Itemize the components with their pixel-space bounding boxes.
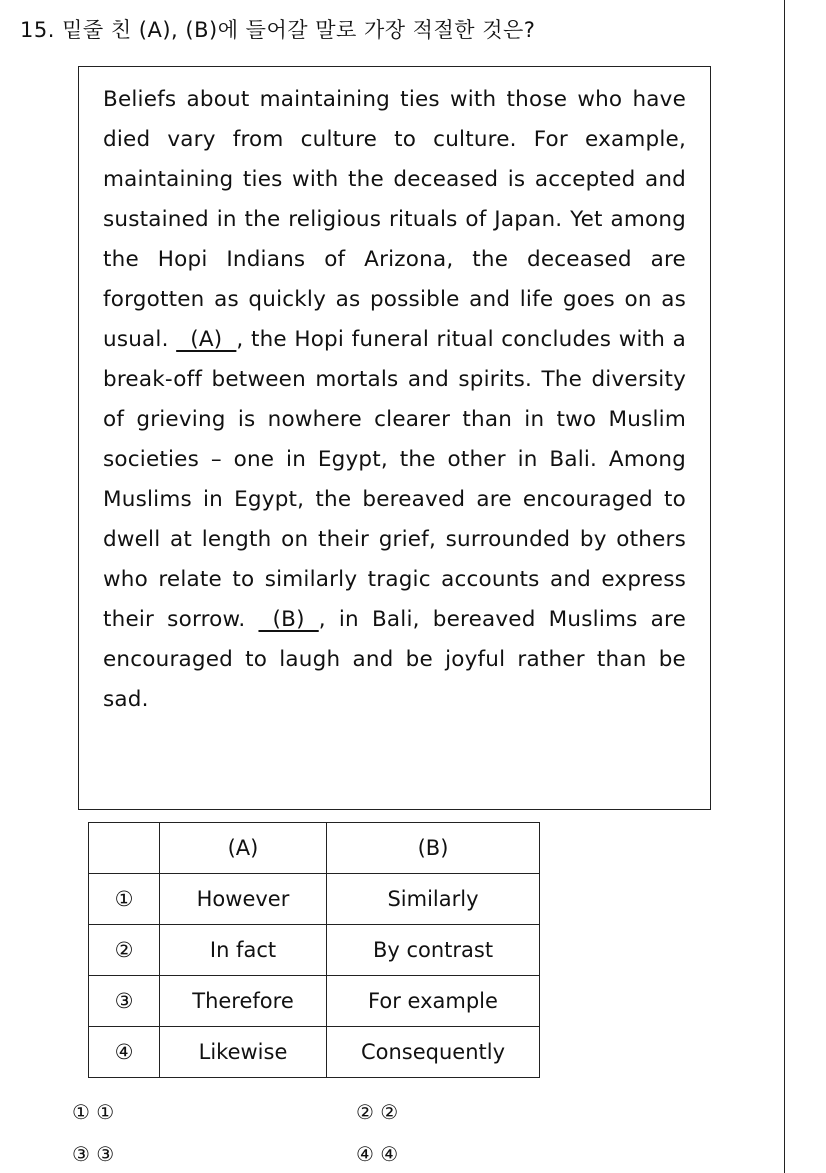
row-a: Likewise [160,1027,327,1078]
row-mark: ② [89,925,160,976]
row-mark: ① [89,874,160,925]
page-divider [784,0,785,1173]
row-a: However [160,874,327,925]
table-header-row [89,823,540,874]
blank-a: (A) [176,327,237,352]
row-b: Similarly [327,874,540,925]
table-row [89,1027,540,1078]
passage-box [78,66,711,810]
blank-b: (B) [258,607,319,632]
question-text: 밑줄 친 (A), (B)에 들어갈 말로 가장 적절한 것은? [62,18,536,42]
option-3[interactable]: ③ ③ [72,1142,115,1166]
table-header-b: (B) [327,823,540,874]
passage-part-2: , the Hopi funeral ritual concludes with a break-off between mortals and spirits. The diversity of grieving is nowhere clearer than in two Muslim societies – one in Egypt, the other in Bali. Among Muslims in Egypt, the bereaved are encouraged to dwell at length on their grief, surrounded by others who relate to similarly tragic accounts and express their sorrow. [103,327,686,632]
table-row [89,874,540,925]
table-header-empty [89,823,160,874]
option-4[interactable]: ④ ④ [356,1142,399,1166]
option-2[interactable]: ② ② [356,1100,399,1124]
passage-part-3: , in Bali, bereaved Muslims are encouraged to laugh and be joyful rather than be sad. [103,607,686,712]
row-a: In fact [160,925,327,976]
table-row [89,925,540,976]
passage-text [103,80,686,720]
question-header [20,14,535,44]
row-a: Therefore [160,976,327,1027]
table-row [89,976,540,1027]
option-1[interactable]: ① ① [72,1100,115,1124]
table-header-a: (A) [160,823,327,874]
row-b: By contrast [327,925,540,976]
question-number: 15. [20,18,55,42]
passage-part-1: Beliefs about maintaining ties with those who have died vary from culture to culture. For example, maintaining ties with the deceased is accepted and sustained in the religious rituals of Japan. Yet among the Hopi Indians of Arizona, the deceased are forgotten as quickly as possible and life goes on as usual. [103,87,686,352]
row-mark: ④ [89,1027,160,1078]
row-mark: ③ [89,976,160,1027]
row-b: Consequently [327,1027,540,1078]
answer-table [88,822,540,1078]
row-b: For example [327,976,540,1027]
